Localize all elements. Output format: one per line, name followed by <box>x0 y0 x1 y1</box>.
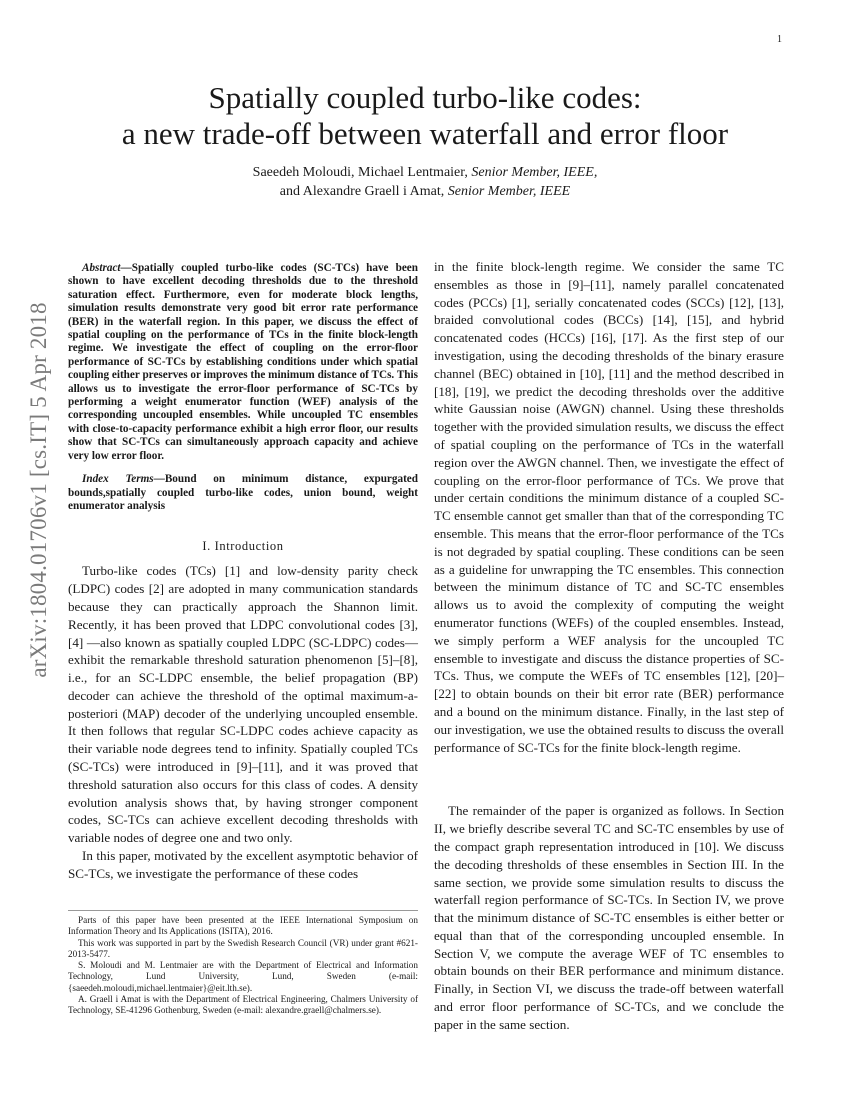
index-terms-label: Index Terms <box>82 473 154 486</box>
footnotes <box>68 910 418 1017</box>
footnote-1: Parts of this paper have been presented at the IEEE International Symposium on Information Theory and Its Applications (ISITA), 2016. <box>68 915 418 937</box>
arxiv-stamp <box>14 280 64 700</box>
arxiv-id: arXiv:1804.01706v1 [cs.IT] 5 Apr 2018 <box>26 302 51 678</box>
index-terms <box>68 473 418 513</box>
section-heading: I. Introduction <box>202 539 284 554</box>
footnote-3: S. Moloudi and M. Lentmaier are with the Department of Electrical and Information Technology, Lund University, Lund, Sweden (e-mail: {saeedeh.moloudi,michael.lentmaier}@eit.lth.se). <box>68 960 418 993</box>
title-line-1: Spatially coupled turbo-like codes: <box>208 80 642 115</box>
intro-paragraph-1: Turbo-like codes (TCs) [1] and low-density parity check (LDPC) codes [2] are adopted in many communication standards because they can practically approach the Shannon limit. Recently, it has been proved that LDPC convolutional codes [3], [4] —also known as spatially coupled LDPC (SC-LDPC) codes—exhibit the remarkable threshold saturation phenomenon [5]–[8], i.e., for an SC-LDPC ensemble, the belief propagation (BP) decoder can achieve the threshold of the optimal maximum-a-posteriori (MAP) decoder of the underlying uncoupled ensemble. It then follows that regular SC-LDPC codes achieve capacity as their variable node degrees tend to infinity. Spatially coupled TCs (SC-TCs) were introduced in [9]–[11], and it was proved that threshold saturation also occurs for this class of codes. A density evolution analysis shows that, by having stronger component codes, SC-TCs can achieve excellent decoding thresholds with variable nodes of degree one and two only. <box>68 563 418 846</box>
abstract-label: Abstract <box>82 262 121 274</box>
authors-names-1: Saeedeh Moloudi, Michael Lentmaier, <box>252 165 468 180</box>
page-number: 1 <box>777 34 782 45</box>
abstract-text: —Spatially coupled turbo-like codes (SC-TCs) have been shown to have excellent decoding thresholds due to the threshold saturation effect. Furthermore, even for moderate block lengths, simulation results demonstrate very good bit error rate performance (BER) in the waterfall region. In this paper, we discuss the effect of spatial coupling on the performance of TCs in the finite block-length regime. We investigate the effect of coupling on the error-floor performance of SC-TCs by establishing conditions under which spatial coupling either preserves or improves the minimum distance of TCs. This allows us to investigate the error-floor performance of SC-TCs by performing a weight enumerator function (WEF) analysis of the corresponding uncoupled ensembles. While uncoupled TC ensembles with close-to-capacity performance exhibit a high error floor, our results show that SC-TCs can simultaneously approach capacity and achieve very low error floor. <box>68 262 418 462</box>
abstract <box>68 262 418 463</box>
authors-line-2 <box>120 182 730 201</box>
left-column <box>68 262 418 883</box>
intro-paragraph-2: In this paper, motivated by the excellent asymptotic behavior of SC-TCs, we investigate the performance of these codes <box>68 848 418 881</box>
authors-affil-1: Senior Member, IEEE, <box>471 165 598 180</box>
title-line-2: a new trade-off between waterfall and error floor <box>121 116 729 151</box>
index-terms-text: —Bound on minimum distance, expurgated bounds,spatially coupled turbo-like codes, union bound, weight enumerator analysis <box>68 473 418 512</box>
paper-title <box>60 80 790 152</box>
footnote-4: A. Graell i Amat is with the Department of Electrical Engineering, Chalmers University of Technology, SE-41296 Gothenburg, Sweden (e-mail: alexandre.graell@chalmers.se). <box>68 994 418 1016</box>
authors-affil-2: Senior Member, IEEE <box>447 184 571 199</box>
right-column <box>434 258 784 1034</box>
right-paragraph-1: in the finite block-length regime. We consider the same TC ensembles as those in [9]–[11], namely parallel concatenated codes (PCCs) [1], serially concatenated codes (SCCs) [12], [13], braided convolutional codes (BCCs) [14], [15], and hybrid concatenated codes (HCCs) [16], [17]. As the first step of our investigation, using the decoding thresholds of the binary erasure channel (BEC) obtained in [10], [11] and the method described in [18], [19], we predict the decoding thresholds over the additive white Gaussian noise (AWGN) channel. Using these thresholds together with the provided simulation results, we discuss the effect of spatial coupling on the performance of TCs in the waterfall region over the AWGN channel. Then, we investigate the effect of coupling on the error-floor performance of TCs. We prove that under certain conditions the minimum distance of a coupled SC-TC ensemble cannot get smaller than that of the corresponding TC ensemble. This means that the error-floor performance of the TCs is not degraded by spatial coupling. These conditions can be seen as a guideline for unwrapping the TC ensembles. This connection between the minimum distance of TC and SC-TC ensembles allows us to avoid the complexity of computing the weight enumerator functions (WEFs) of the coupled ensembles. Instead, we simply perform a WEF analysis for the uncoupled TC ensemble to investigate and discuss the distance properties of SC-TCs. Thus, we compute the WEFs of TC ensembles [12], [20]–[22] to obtain bounds on their bit error rate (BER) performance and a bound on the minimum distance. Finally, in the last step of our investigation, we use the obtained results to discuss the overall performance of SC-TCs for the finite block-length regime. <box>434 259 784 755</box>
authors-names-2: and Alexandre Graell i Amat, <box>279 184 445 199</box>
author-list <box>120 163 730 201</box>
authors-line-1 <box>120 163 730 182</box>
footnote-2: This work was supported in part by the Swedish Research Council (VR) under grant #621-2013-5477. <box>68 937 418 959</box>
right-paragraph-2: The remainder of the paper is organized as follows. In Section II, we briefly describe several TC and SC-TC ensembles by use of the compact graph representation introduced in [10]. We discuss the decoding thresholds of these ensembles in Section III. In the same section, we provide some simulation results to discuss the waterfall region performance of SC-TCs. In Section IV, we prove that the minimum distance of SC-TC ensembles is either better or equal than that of the corresponding uncoupled ensemble. In Section V, we compute the average WEF of TC ensembles to obtain bounds on their BER performance and minimum distance. Finally, in Section VI, we discuss the trade-off between waterfall and error floor performance of SC-TCs, and we conclude the paper in the same section. <box>434 803 784 1032</box>
